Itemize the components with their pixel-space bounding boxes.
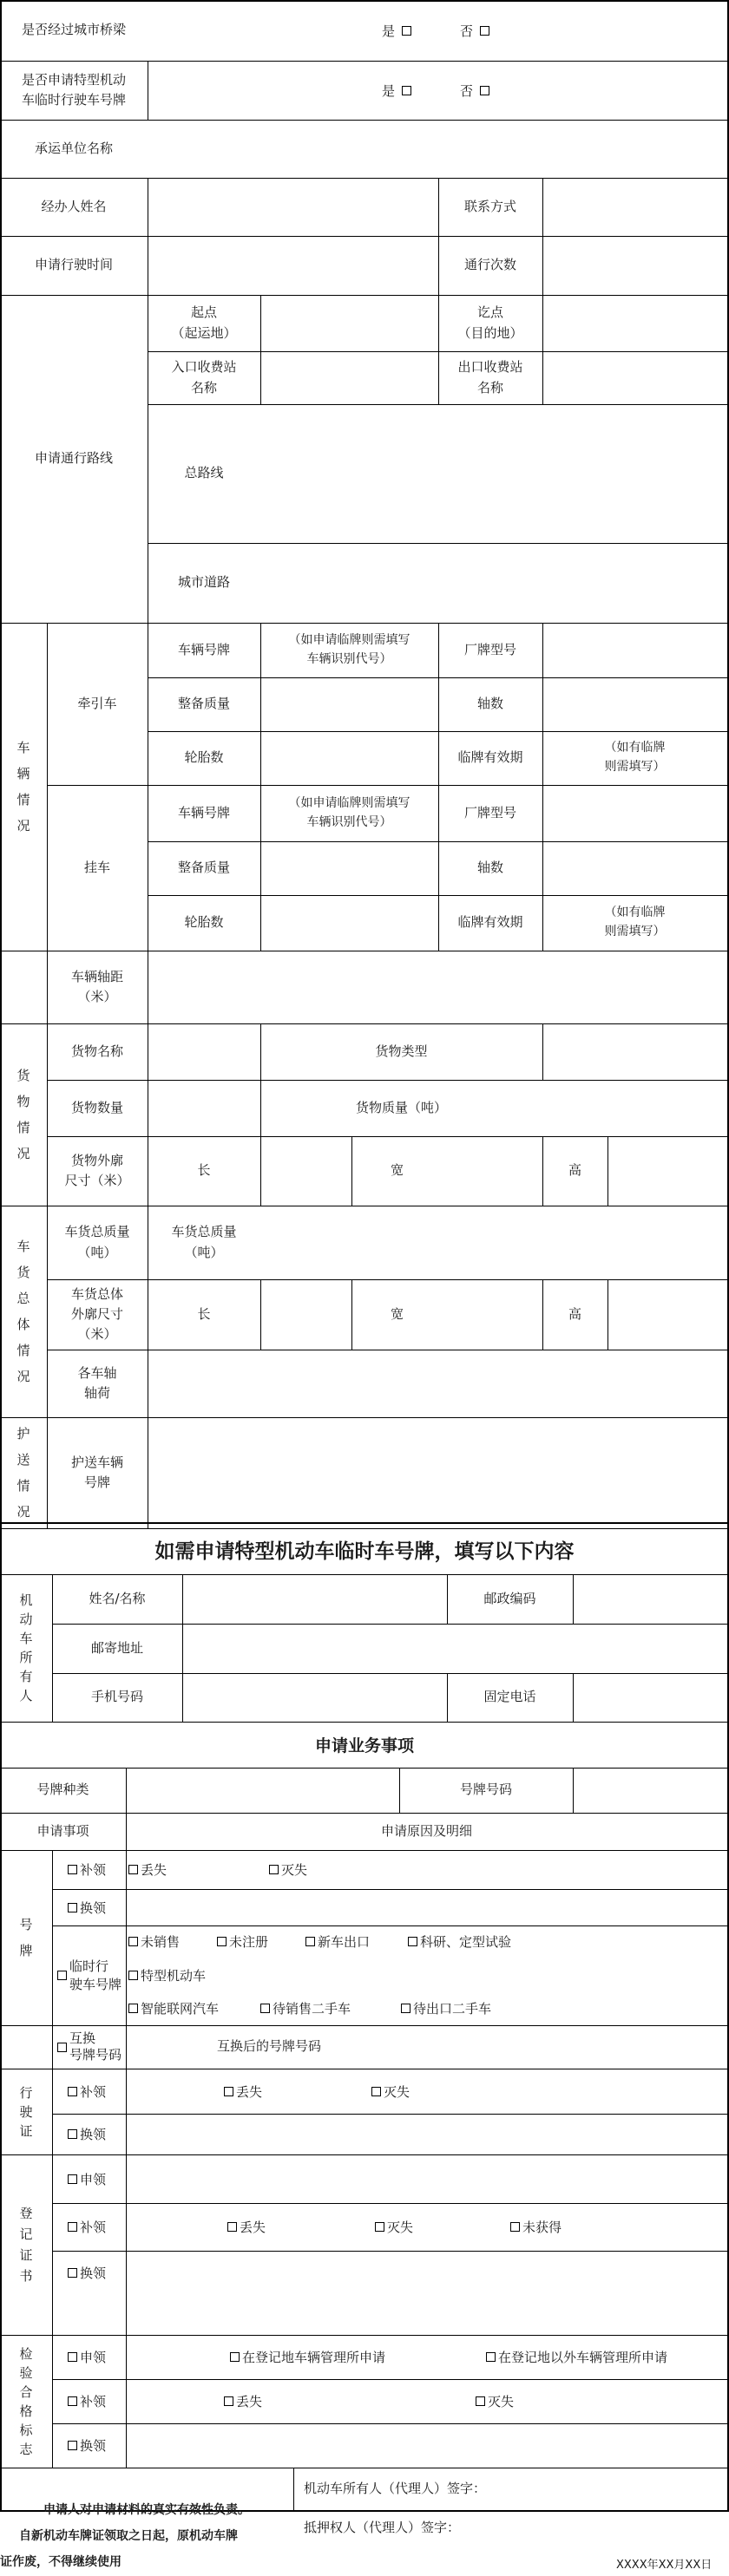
apply-local-option[interactable]: 在登记地车辆管理所申请 [230,2335,385,2379]
total-height-label: 高 [568,1305,581,1322]
wheelbase-label: 车辆轴距 （米） [70,968,123,1004]
license-replace-option[interactable]: 换领 [68,2114,106,2154]
checkbox-icon [68,2268,77,2278]
start-label: 起点 （起运地） [171,304,237,341]
checkbox-icon [402,26,411,36]
temp-plate-no-option[interactable] [460,61,489,120]
trailer-temp-valid-label: 临牌有效期 [457,914,523,931]
trailer-model-label: 厂牌型号 [463,804,516,821]
postcode-label: 邮政编码 [483,1590,536,1606]
trips-field[interactable] [542,236,727,295]
checkbox-icon [230,2352,240,2362]
license-lost-option[interactable]: 丢失 [224,2069,262,2114]
trailer-axle-count-label: 轴数 [476,860,503,876]
escort-section-label: 护送情况 [16,1426,30,1520]
owner-name-label: 姓名/名称 [89,1590,146,1606]
cargo-qty-label: 货物数量 [70,1099,123,1115]
icv-option[interactable]: 智能联网汽车 [128,1995,219,2021]
declaration-line-2: 自新机动车牌证领取之日起，原机动车牌 [19,2529,238,2543]
checkbox-icon [128,1865,138,1874]
total-dims-label: 车货总体 外廓尺寸 （米） [70,1285,123,1343]
exit-toll-label: 出口收费站 名称 [457,359,523,396]
handler-field[interactable] [148,178,438,236]
entry-toll-label: 入口收费站 名称 [171,359,237,396]
checkbox-icon [224,2087,233,2096]
cargo-width-label: 宽 [390,1162,404,1179]
checkbox-icon [375,2222,384,2232]
new-export-option[interactable]: 新车出口 [305,1928,370,1954]
total-mass-label-2: 车货总质量 （吨） [171,1224,237,1260]
temp-plate-option[interactable]: 临时行 驶车号牌 [57,1925,122,2025]
trailer-temp-valid-hint: （如有临牌 则需填写） [604,906,666,938]
license-section-label: 行驶证 [19,2084,33,2139]
temp-plate-label: 是否申请特型机动 车临时行驶车号牌 [21,71,126,108]
contact-label: 联系方式 [463,198,516,214]
bridge-no-option[interactable] [460,0,489,61]
carrier-label: 承运单位名称 [34,140,113,156]
cargo-dims-label: 货物外廓 尺寸（米） [64,1152,130,1188]
phone-label: 固定电话 [483,1689,536,1705]
checkbox-icon [305,1937,315,1946]
owner-signature-label: 机动车所有人（代理人）签字： [304,2481,487,2497]
checkbox-icon [68,2129,77,2139]
business-heading: 申请业务事项 [314,1736,414,1755]
unsold-option[interactable]: 未销售 [128,1928,180,1954]
checkbox-icon [269,1865,279,1874]
total-length-label: 长 [197,1305,211,1322]
inspection-reissue-option[interactable]: 补领 [68,2379,106,2423]
plate-destroyed-option[interactable]: 灭失 [269,1850,307,1889]
checkbox-icon [401,2004,410,2013]
apply-other-option[interactable]: 在登记地以外车辆管理所申请 [486,2335,667,2379]
trailer-plate-label: 车辆号牌 [177,804,230,821]
cargo-length-label: 长 [197,1162,211,1179]
vehicle-section-label: 车辆情况 [16,740,30,834]
mobile-label: 手机号码 [90,1689,143,1705]
item-label: 申请事项 [36,1822,89,1839]
checkbox-icon [476,2396,485,2406]
mortgagee-signature-label: 抵押权人（代理人）签字： [304,2520,461,2536]
checkbox-icon [68,2441,77,2450]
cargo-mass-label: 货物质量（吨） [355,1099,447,1115]
handler-label: 经办人姓名 [41,198,107,214]
checkbox-icon [260,2004,270,2013]
checkbox-icon [68,2222,77,2232]
axle-load-label: 各车轴 轴荷 [77,1364,117,1401]
tractor-model-label: 厂牌型号 [463,641,516,657]
inspection-destroyed-option[interactable]: 灭失 [476,2379,514,2423]
checkbox-icon [68,2396,77,2406]
reg-reissue-option[interactable]: 补领 [68,2203,106,2251]
for-export-used-option[interactable]: 待出口二手车 [401,1995,491,2021]
total-mass-label: 车货总质量 （吨） [64,1224,130,1260]
checkbox-icon [486,2352,496,2362]
declaration-line-1: 申请人对申请材料的真实有效性负责。 [43,2503,250,2517]
trailer-tire-count-label: 轮胎数 [184,914,224,931]
checkbox-icon [68,1865,77,1874]
trailer-label: 挂车 [83,859,110,875]
reg-apply-option[interactable]: 申领 [68,2154,106,2203]
checkbox-icon [510,2222,520,2232]
checkbox-icon [68,2174,77,2184]
reg-section-label: 登记证书 [19,2206,33,2284]
checkbox-icon [227,2222,237,2232]
cargo-name-label: 货物名称 [70,1043,123,1059]
plate-lost-option[interactable]: 丢失 [128,1850,167,1889]
trailer-plate-hint: （如申请临牌则需填写 车辆识别代号） [288,795,410,829]
address-label: 邮寄地址 [90,1639,143,1656]
inspection-replace-option[interactable]: 换领 [68,2423,106,2468]
cargo-type-label: 货物类型 [375,1043,428,1059]
plate-number-label: 号牌号码 [459,1782,512,1798]
checkbox-icon [408,1937,417,1946]
yes-label: 是 [382,23,396,39]
tractor-tire-count-label: 轮胎数 [184,749,224,766]
trips-label: 通行次数 [463,257,516,273]
escort-plate-label: 护送车辆 号牌 [70,1454,123,1490]
no-label: 否 [460,23,474,39]
inspection-apply-option[interactable]: 申领 [68,2335,106,2379]
tractor-plate-label: 车辆号牌 [177,641,230,657]
tractor-temp-valid-label: 临牌有效期 [457,749,523,766]
license-destroyed-option[interactable]: 灭失 [371,2069,410,2114]
time-label: 申请行驶时间 [34,257,113,273]
checkbox-icon [128,2004,138,2013]
bridge-label: 是否经过城市桥梁 [21,22,126,38]
checkbox-icon [480,26,489,36]
date-label: XXXX年XX月XX日 [616,2558,713,2572]
yes-label: 是 [382,82,396,99]
special-heading: 如需申请特型机动车临时车号牌，填写以下内容 [154,1539,575,1563]
for-sale-used-option[interactable]: 待销售二手车 [260,1995,351,2021]
inspection-lost-option[interactable]: 丢失 [224,2379,262,2423]
plate-type-label: 号牌种类 [36,1782,89,1798]
route-label: 申请通行路线 [34,450,113,467]
temp-plate-yes-option[interactable] [382,61,411,120]
rd-test-option[interactable]: 科研、定型试验 [408,1928,511,1954]
inspection-section-label: 检验合格标志 [19,2345,33,2457]
unregistered-option[interactable]: 未注册 [217,1928,268,1954]
checkbox-icon [224,2396,233,2406]
swap-option[interactable]: 互换 号牌号码 [57,2025,122,2069]
owner-section-label: 机动车所有人 [19,1592,33,1703]
tractor-curb-mass-label: 整备质量 [177,696,230,712]
time-field[interactable] [148,236,438,295]
contact-field[interactable] [542,178,727,236]
reg-not-obtained-option[interactable]: 未获得 [510,2203,562,2251]
license-reissue-option[interactable]: 补领 [68,2069,106,2114]
special-vehicle-option[interactable]: 特型机动车 [128,1962,206,1988]
checkbox-icon [402,86,411,95]
checkbox-icon [128,1971,138,1980]
checkbox-icon [371,2087,381,2096]
plate-reissue-option[interactable]: 补领 [68,1850,106,1889]
trailer-curb-mass-label: 整备质量 [177,860,230,876]
checkbox-icon [68,1903,77,1912]
cargo-height-label: 高 [568,1162,581,1179]
swap-after-label: 互换后的号牌号码 [217,2038,322,2055]
checkbox-icon [68,2087,77,2096]
no-label: 否 [460,82,474,99]
checkbox-icon [57,1971,67,1980]
tractor-plate-hint: （如申请临牌则需填写 车辆识别代号） [288,632,410,666]
end-label: 讫点 （目的地） [457,304,523,341]
declaration-line-3: 证作废，不得继续使用 [0,2555,122,2569]
reason-label: 申请原因及明细 [380,1822,472,1839]
tractor-axle-count-label: 轴数 [476,696,503,712]
bridge-yes-option[interactable] [382,0,411,61]
carrier-field[interactable] [148,120,727,178]
checkbox-icon [68,2352,77,2362]
total-width-label: 宽 [390,1305,404,1322]
checkbox-icon [57,2043,67,2052]
reg-lost-option[interactable]: 丢失 [227,2203,266,2251]
plate-replace-option[interactable]: 换领 [68,1889,106,1925]
total-section-label: 车货总体情况 [16,1239,30,1384]
checkbox-icon [480,86,489,95]
reg-destroyed-option[interactable]: 灭失 [375,2203,413,2251]
checkbox-icon [128,1937,138,1946]
main-route-label: 总路线 [184,465,224,481]
cargo-section-label: 货物情况 [16,1068,30,1161]
checkbox-icon [217,1937,227,1946]
tractor-temp-valid-hint: （如有临牌 则需填写） [604,741,666,774]
tractor-label: 牵引车 [77,695,117,711]
plate-section-label: 号牌 [19,1917,33,1958]
reg-replace-option[interactable]: 换领 [68,2251,106,2294]
city-road-label: 城市道路 [177,574,230,591]
